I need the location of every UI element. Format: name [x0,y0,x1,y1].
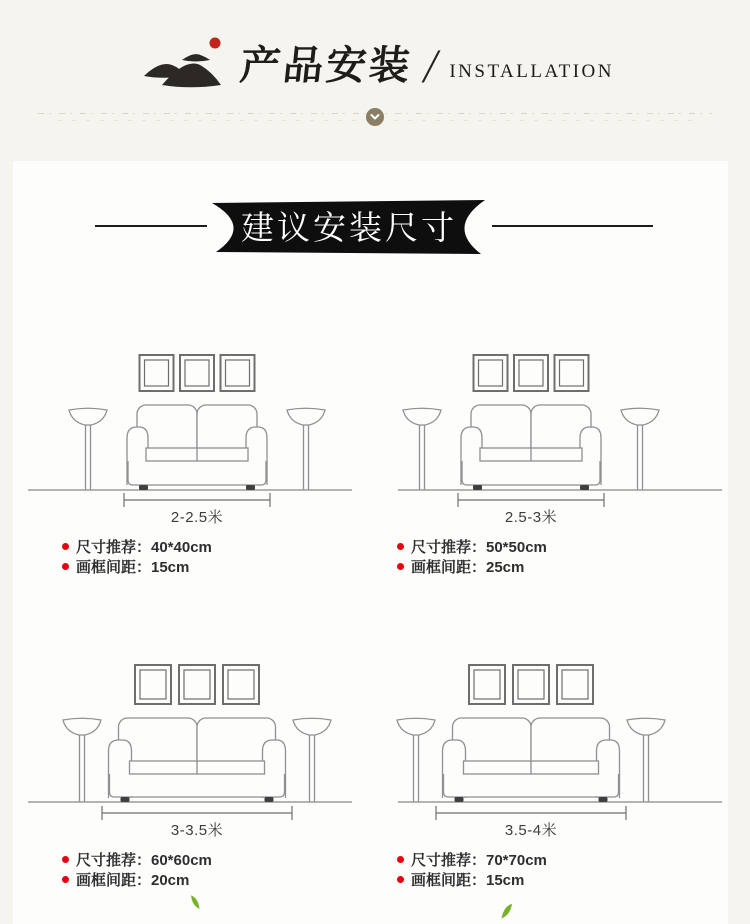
mountain-logo-icon [136,34,228,90]
spec-item-size [397,536,547,556]
banner-title: 建议安装尺寸 [241,209,457,246]
spec-item-size [397,849,547,869]
leaf-icon [498,902,514,920]
spec-item-gap [397,556,547,576]
red-dot-icon [62,543,69,550]
page-title-en: INSTALLATION [449,61,614,82]
red-dot-icon [62,876,69,883]
distance-range-label: 2-2.5米 [170,509,224,526]
red-dot-icon [397,856,404,863]
spec-list-4 [397,849,547,889]
leaf-icon [187,894,204,911]
spec-text: 尺寸推荐：40*40cm [76,538,212,556]
red-dot-icon [62,856,69,863]
chevron-down-badge [366,108,384,126]
spec-list-2 [397,536,547,576]
red-dot-icon [397,563,404,570]
page-title-cn: 产品安装 [237,43,415,88]
red-dot-icon [62,563,69,570]
banner-right-line [492,225,653,227]
spec-text: 画框间距：20cm [76,871,190,889]
spec-text: 尺寸推荐：60*60cm [76,851,212,869]
installation-diagram-3 [24,650,356,850]
spec-text: 画框间距：15cm [411,871,525,889]
spec-list-3 [62,849,212,889]
section-banner [209,197,489,256]
spec-text: 尺寸推荐：70*70cm [411,851,547,869]
spec-list-1 [62,536,212,576]
spec-text: 尺寸推荐：50*50cm [411,538,547,556]
distance-range-label: 3.5-4米 [504,822,558,839]
distance-range-label: 3-3.5米 [170,822,224,839]
installation-diagram-4 [394,650,726,850]
chevron-down-icon [370,113,380,121]
spec-item-size [62,536,212,556]
spec-item-gap [62,869,212,889]
red-dot-icon [397,543,404,550]
title-separator: / [419,40,443,94]
spec-item-gap [397,869,547,889]
spec-text: 画框间距：25cm [411,558,525,576]
spec-item-gap [62,556,212,576]
red-dot-icon [397,876,404,883]
banner-left-line [95,225,207,227]
spec-text: 画框间距：15cm [76,558,190,576]
installation-diagram-2 [394,338,726,538]
installation-diagram-1 [24,338,356,538]
spec-item-size [62,849,212,869]
red-sun-dot [210,38,221,49]
distance-range-label: 2.5-3米 [504,509,558,526]
brand-header [0,34,750,94]
